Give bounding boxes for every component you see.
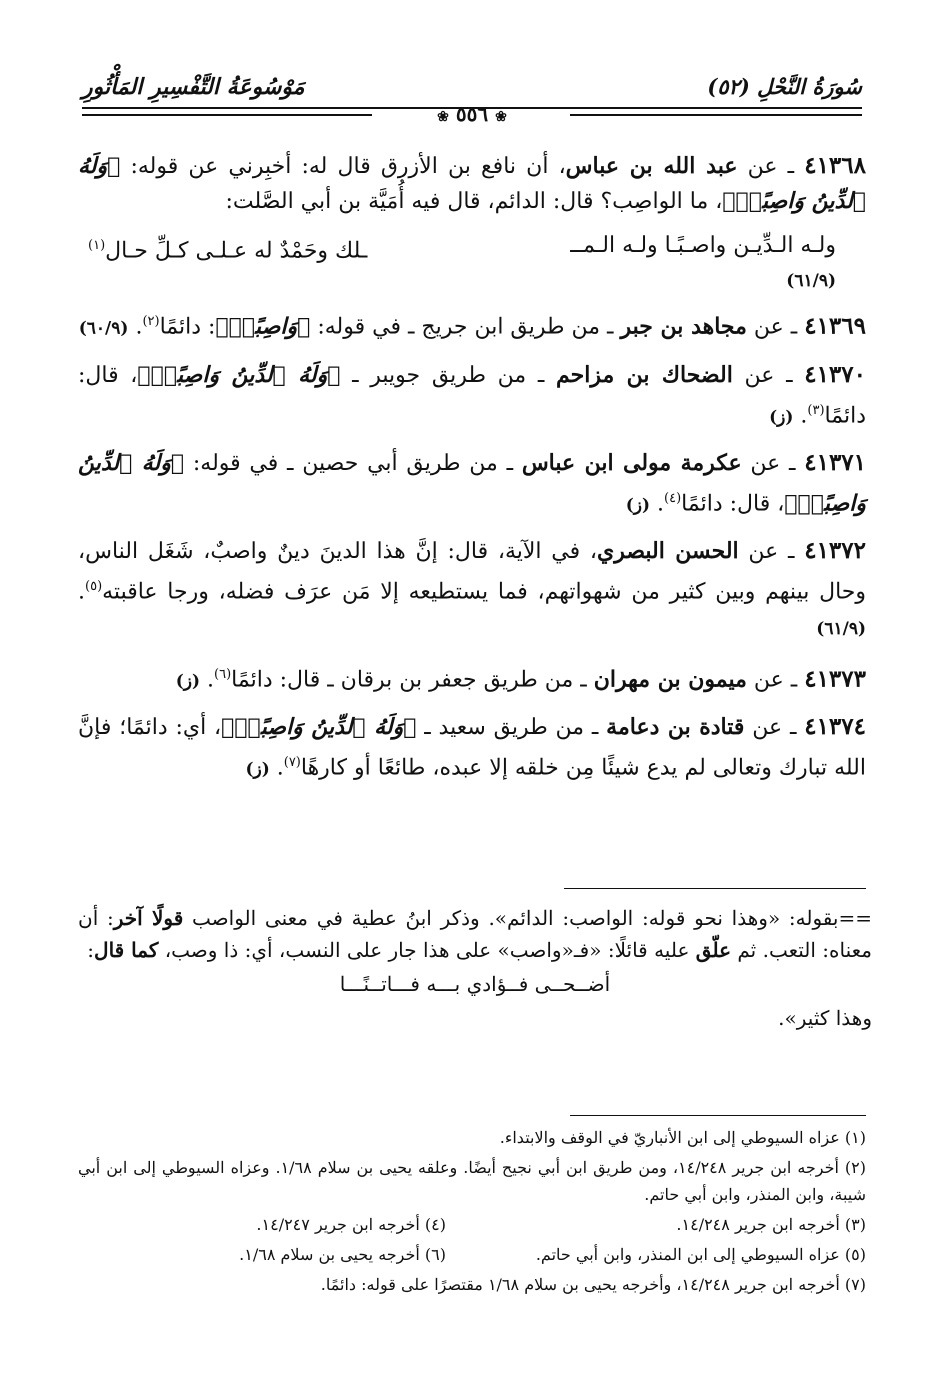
entry-41370: [78, 357, 866, 435]
continued-note-text: [78, 902, 872, 966]
narrator-name: الحسن البصري: [596, 538, 739, 565]
footnote-marker: (٤): [664, 490, 682, 506]
note-emphasis: علّق: [695, 938, 731, 962]
narrator-name: ميمون بن مهران: [593, 665, 747, 692]
ornament-icon: ❀: [437, 109, 449, 125]
footnote-row-3-4: [78, 1211, 866, 1238]
entry-text: ، قال: دائمًا: [681, 491, 785, 517]
narrator-name: عكرمة مولى ابن عباس: [521, 449, 742, 476]
quran-quote: ﴿وَاصِبًاۚ﴾: [215, 313, 311, 340]
entry-text: : دائمًا: [159, 314, 216, 340]
surah-title: سُورَةُ النَّحْلِ (٥٢): [707, 74, 862, 99]
entry-number: ٤١٣٧٠: [804, 360, 866, 388]
note-text: :: [87, 938, 95, 962]
footnote-5: (٥) عزاه السيوطي إلى ابن المنذر، وابن أبي حاتم.: [535, 1245, 866, 1264]
footnote-4: (٤) أخرجه ابن جرير ١٤/٢٤٧.: [256, 1215, 446, 1234]
page-header: [82, 74, 862, 134]
quran-quote: ﴿وَلَهُ ٱلدِّينُ وَاصِبًاۚ﴾: [78, 153, 866, 214]
quran-quote: ﴿وَلَهُ ٱلدِّينُ وَاصِبًاۚ﴾: [221, 713, 417, 740]
entry-number: ٤١٣٦٨: [804, 152, 866, 179]
entry-text: .: [269, 755, 284, 781]
footnote-1: (١) عزاه السيوطي إلى ابن الأنباريّ في الوقف والابتداء.: [499, 1128, 866, 1147]
entry-text: .: [200, 666, 215, 692]
narrator-name: الضحاك بن مزاحم: [556, 361, 733, 388]
note-emphasis: كما قال: [94, 938, 159, 962]
entry-text: ، أن نافع بن الأزرق قال له: أخبِرني عن قوله:: [120, 154, 566, 179]
entry-41368: [78, 148, 866, 219]
footnote-marker: (١): [88, 238, 106, 253]
entry-text: .: [793, 402, 808, 428]
footnote-2: (٢) أخرجه ابن جرير ١٤/٢٤٨، ومن طريق ابن أبي نجيح أيضًا. وعلقه يحيى بن سلام ١/٦٨. وعزاه السيوطي إلى ابن أبي شيبة، وابن المنذر، وابن أبي حاتم.: [78, 1158, 867, 1204]
note-ending: وهذا كثير».: [778, 1006, 872, 1030]
entry-number: ٤١٣٧٤: [804, 712, 866, 740]
footnote-3: (٣) أخرجه ابن جرير ١٤/٢٤٨.: [676, 1215, 866, 1234]
footnote-marker: (٧): [283, 754, 301, 770]
footnote-6: (٦) أخرجه يحيى بن سلام ١/٦٨.: [239, 1245, 446, 1264]
volume-reference: (٦١/٩): [786, 271, 836, 292]
entry-text: .: [78, 579, 85, 605]
entry-text: ـ عن: [744, 714, 797, 740]
ornament-icon: ❀: [495, 109, 507, 125]
poem-hemistich-first: ولـه الـدِّيـن واصـبًـا ولـه الـمــ: [570, 233, 836, 258]
footnote-7: (٧) أخرجه ابن جرير ١٤/٢٤٨، وأخرجه يحيى بن سلام ١/٦٨ مقتصرًا على قوله: دائمًا.: [320, 1275, 866, 1294]
main-text: [78, 148, 866, 797]
page-number: [82, 102, 862, 126]
entry-text: ـ من طريق سعيد ـ: [416, 714, 607, 740]
entry-text: ـ من طريق ابن جريج ـ في قوله:: [310, 314, 621, 340]
entry-text: ـ عن: [737, 154, 795, 179]
footnote-marker: (٢): [142, 314, 160, 330]
entry-text: ، قال: دائمًا: [78, 362, 866, 428]
poem-hemistich-second: ـلك وحَمْدٌ له عـلـى كـلِّ حـال: [105, 238, 368, 264]
footnotes: [78, 1124, 866, 1301]
volume-reference: (٦١/٩): [816, 618, 866, 639]
narrator-name: قتادة بن دعامة: [606, 713, 745, 740]
footnote-row-5-6: [78, 1241, 866, 1268]
entry-41369: [78, 304, 866, 346]
footnote-marker: (٣): [807, 402, 825, 418]
entry-number: ٤١٣٦٩: [804, 312, 866, 340]
entry-41371: [78, 445, 866, 523]
note-text: بقوله: «وهذا نحو قوله: الواصب: الدائم». وذكر ابنُ عطية في معنى الواصب: [183, 906, 839, 930]
footnote-marker: (٥): [85, 579, 103, 595]
entry-text: .: [128, 314, 143, 340]
entry-text: ـ عن: [746, 314, 798, 340]
continuation-marker: ==: [838, 906, 872, 930]
quran-quote: ﴿وَلَهُ ٱلدِّينُ وَاصِبًاۚ﴾: [78, 449, 866, 517]
entry-number: ٤١٣٧٢: [804, 537, 866, 565]
entry-41374: [78, 709, 866, 787]
entry-41372: [78, 533, 866, 646]
entry-text: ، في الآية، قال: إنَّ هذا الدينَ دينٌ واصبٌ، شَغَل الناس، وحال بينهم وبين كثير من شهواتهم، فما يستطيعه إلا مَن عرَف فضله، ورجا عاقبته: [78, 539, 866, 605]
book-title: مَوْسُوعَةُ التَّفْسِيرِ المَأْثُورِ: [82, 74, 305, 100]
footnote-marker: (٦): [214, 666, 232, 682]
entry-number: ٤١٣٧١: [804, 448, 867, 476]
continuation-separator: [564, 888, 866, 889]
volume-reference: (ز): [625, 495, 651, 516]
page-number-value: ٥٥٦: [455, 102, 489, 126]
entry-text: ـ من طريق أبي حصين ـ في قوله:: [184, 450, 522, 476]
entry-text: ـ من طريق جويبر ـ: [340, 362, 557, 388]
entry-text: .: [650, 491, 665, 517]
entry-text: ـ عن: [746, 666, 798, 692]
continued-note: [78, 902, 872, 1034]
entry-text: ـ عن: [741, 450, 796, 476]
note-emphasis: قولًا آخر: [113, 906, 184, 930]
entry-text: ، ما الواصِب؟ قال: الدائم، قال فيه أُمَيَّة بن أبي الصَّلت:: [225, 189, 723, 214]
quran-quote: ﴿وَلَهُ ٱلدِّينُ وَاصِبًاۚ﴾: [137, 361, 341, 388]
volume-reference: (٦٠/٩): [78, 318, 129, 339]
entry-text: ـ عن: [732, 362, 793, 388]
note-text: : أن معناه: التعب. ثم: [78, 906, 872, 962]
footnotes-separator: [570, 1115, 866, 1116]
quoted-verse: أضــحــى فــؤادي بـــه فـــاتــنًـــا: [339, 972, 611, 996]
volume-reference: (ز): [175, 670, 201, 691]
volume-reference: (ز): [769, 406, 794, 427]
narrator-name: مجاهد بن جبر: [620, 313, 747, 340]
entry-text: ، أي: دائمًا؛ فإنَّ الله تبارك وتعالى لم يدع شيئًا مِن خلقه إلا عبده، طائعًا أو كارهًا: [78, 714, 866, 781]
entry-text: ـ من طريق جعفر بن برقان ـ قال: دائمًا: [231, 666, 594, 692]
entry-number: ٤١٣٧٣: [804, 664, 866, 692]
entry-41373: [78, 657, 866, 699]
volume-reference: (ز): [245, 759, 270, 780]
poem-verse: [78, 229, 866, 268]
note-text: عليه قائلًا: «فـ«واصب» على هذا جار على النسب، أي: ذا وصب،: [158, 938, 696, 962]
narrator-name: عبد الله بن عباس: [565, 153, 738, 179]
entry-text: ـ عن: [738, 539, 795, 565]
